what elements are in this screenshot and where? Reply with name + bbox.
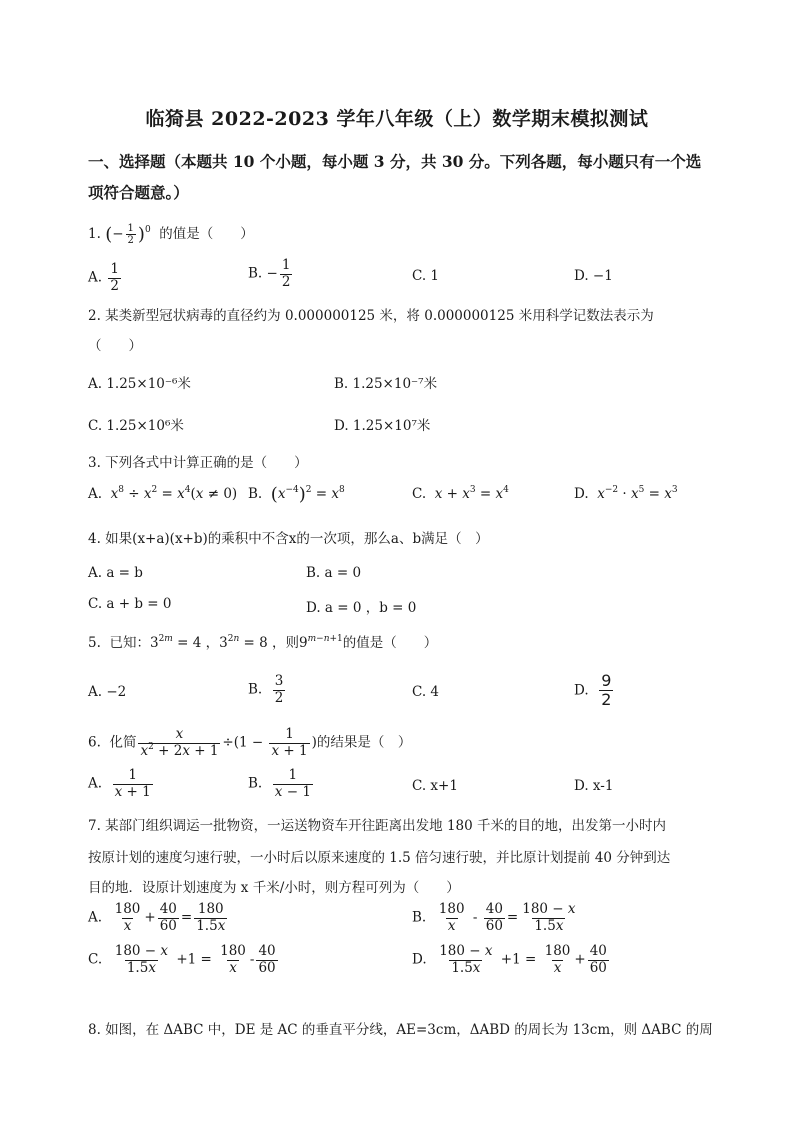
question-7-line1: 7. 某部门组织调运一批物资，一运送物资车开往距离出发地 180 千米的目的地，出发第一小时内 xyxy=(88,818,667,834)
q5-option-d: D. $\frac{9}{2}$ xyxy=(574,671,612,710)
q5-option-c: C. 4 xyxy=(412,684,440,700)
q2-option-d: D. 1.25×10⁷米 xyxy=(334,418,431,434)
q6-option-b: B. $\frac{1}{x - 1}$ xyxy=(248,767,311,800)
q6-option-d: D. x-1 xyxy=(574,778,614,794)
q4-option-a: A. a = b xyxy=(88,565,143,581)
q7-option-a: A. $\frac{180}{x}$ + $\frac{40}{60}$ = $\frac{180}{1.5x}$ xyxy=(88,901,226,934)
q1-option-c: C. 1 xyxy=(412,268,440,284)
q6-option-c: C. x+1 xyxy=(412,778,458,794)
q5-option-a: A. −2 xyxy=(88,684,127,700)
q1-option-d: D. −1 xyxy=(574,268,613,284)
question-5: 5. 已知：$3^{2m} = 4$ ，$3^{2n} = 8$ ，则$9^{m-n+1}$的值是（ ） xyxy=(88,634,438,651)
q7-option-d: D. $\frac{180 - x}{1.5x}$ +1 = $\frac{180}{x}$ + $\frac{40}{60}$ xyxy=(412,943,607,976)
question-7-line2: 按原计划的速度匀速行驶，一小时后以原来速度的 1.5 倍匀速行驶，并比原计划提前 40 分钟到达 xyxy=(88,850,671,866)
q3-option-c: C. $x + x^3 = x^4$ xyxy=(412,485,509,502)
question-2-line2: （ ） xyxy=(88,338,142,354)
q1-option-b: B. − $\frac{1}{2}$ xyxy=(248,257,291,290)
q2-option-b: B. 1.25×10⁻⁷米 xyxy=(334,376,438,392)
q3-option-b: B. $(x^{-4})^2 = x^8$ xyxy=(248,484,345,505)
question-7-line3: 目的地．设原计划速度为 x 千米/小时，则方程可列为（ ） xyxy=(88,880,460,896)
q7-option-b: B. $\frac{180}{x}$ - $\frac{40}{60}$ = $\frac{180 - x}{1.5x}$ xyxy=(412,901,576,934)
question-3: 3. 下列各式中计算正确的是（ ） xyxy=(88,455,308,471)
question-2-line1: 2. 某类新型冠状病毒的直径约为 0.000000125 米，将 0.000000125 米用科学记数法表示为 xyxy=(88,308,654,324)
page-title: 临猗县 2022-2023 学年八年级（上）数学期末模拟测试 xyxy=(145,108,649,130)
q3-option-a: A. $x^8 \div x^2 = x^4(x \ne 0)$ xyxy=(88,485,238,502)
question-1: 1. (− $\frac{1}{2}$ )$^0$ 的值是（ ） xyxy=(88,222,254,246)
q4-option-b: B. a = 0 xyxy=(306,565,362,581)
question-1-text: 的值是（ ） xyxy=(159,226,254,242)
q4-option-c: C. a + b = 0 xyxy=(88,596,172,612)
q7-option-c: C. $\frac{180 - x}{1.5x}$ +1 = $\frac{180}{x}$ - $\frac{40}{60}$ xyxy=(88,943,276,976)
question-4: 4. 如果(x+a)(x+b)的乘积中不含x的一次项，那么a、b满足（ ） xyxy=(88,531,489,547)
q6-option-a: A. $\frac{1}{x + 1}$ xyxy=(88,767,151,800)
q5-option-b: B. $\frac{3}{2}$ xyxy=(248,673,284,706)
question-8-line1: 8. 如图，在 ΔABC 中，DE 是 AC 的垂直平分线，AE=3cm，ΔABD 的周长为 13cm，则 ΔABC 的周 xyxy=(88,1022,713,1038)
q3-option-d: D. $x^{-2} \cdot x^5 = x^3$ xyxy=(574,485,678,502)
q2-option-c: C. 1.25×10⁶米 xyxy=(88,418,184,434)
section-heading-line2: 项符合题意。） xyxy=(88,183,189,202)
q4-option-d: D. a = 0 ，b = 0 xyxy=(306,600,417,616)
question-6: 6. 化简 $\frac{x}{x^2 + 2x + 1}$ ÷(1 − $\frac{1}{x + 1}$ )的结果是（ ） xyxy=(88,726,412,759)
q2-option-a: A. 1.25×10⁻⁶米 xyxy=(88,376,191,392)
section-heading-line1: 一、选择题（本题共 10 个小题，每小题 3 分，共 30 分。下列各题，每小题只有一个选 xyxy=(88,152,702,171)
q1-option-a: A. $\frac{1}{2}$ xyxy=(88,261,119,294)
